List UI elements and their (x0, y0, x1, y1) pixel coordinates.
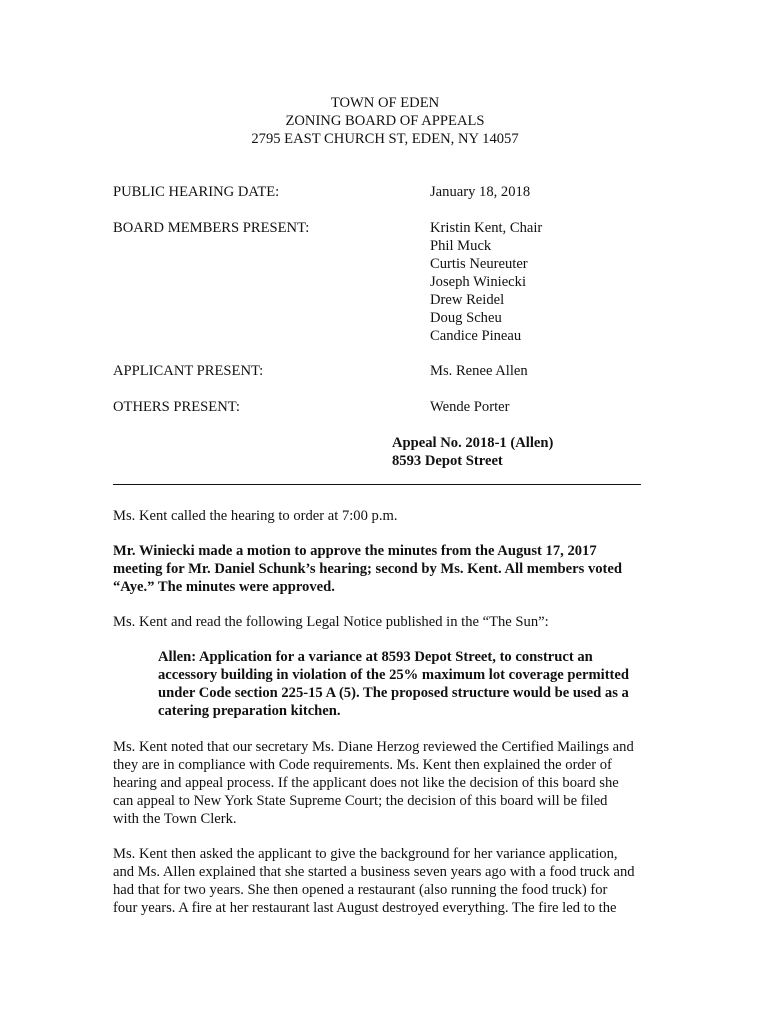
board-members-list (430, 219, 542, 345)
paragraph-legal-notice-intro (113, 613, 643, 631)
board-member: Curtis Neureuter (430, 256, 528, 272)
paragraph-line: Ms. Kent called the hearing to order at 7:00 p.m. (113, 508, 398, 524)
appeal-block (392, 434, 553, 470)
paragraph-background (113, 845, 643, 917)
paragraph-mailings (113, 738, 643, 828)
others-label: OTHERS PRESENT: (113, 399, 240, 415)
paragraph-line: can appeal to New York State Supreme Court; the decision of this board will be filed (113, 793, 608, 809)
notice-line: under Code section 225-15 A (5). The proposed structure would be used as a (158, 685, 629, 701)
legal-notice (158, 648, 658, 720)
board-address: 2795 EAST CHURCH ST, EDEN, NY 14057 (251, 131, 519, 147)
divider-line (113, 484, 641, 485)
paragraph-line: and Ms. Allen explained that she started a business seven years ago with a food truck and (113, 864, 635, 880)
paragraph-line: Ms. Kent and read the following Legal Notice published in the “The Sun”: (113, 614, 549, 630)
paragraph-line: Ms. Kent then asked the applicant to give the background for her variance application, (113, 846, 618, 862)
board-member: Doug Scheu (430, 310, 502, 326)
paragraph-line: hearing and appeal process. If the applicant does not like the decision of this board she (113, 775, 619, 791)
appeal-number: Appeal No. 2018-1 (Allen) (392, 435, 554, 451)
notice-line: accessory building in violation of the 25% maximum lot coverage permitted (158, 667, 630, 683)
board-member: Kristin Kent, Chair (430, 220, 543, 236)
paragraph-line: with the Town Clerk. (113, 811, 237, 827)
document-header (0, 94, 770, 148)
hearing-date-value: January 18, 2018 (430, 184, 531, 200)
board-member: Joseph Winiecki (430, 274, 527, 290)
paragraph-call-to-order (113, 507, 643, 525)
paragraph-line: “Aye.” The minutes were approved. (113, 579, 335, 595)
notice-line: Allen: Application for a variance at 8593 Depot Street, to construct an (158, 649, 593, 665)
others-value: Wende Porter (430, 399, 510, 415)
paragraph-line: Ms. Kent noted that our secretary Ms. Diane Herzog reviewed the Certified Mailings and (113, 739, 634, 755)
applicant-label: APPLICANT PRESENT: (113, 363, 264, 379)
paragraph-line: Mr. Winiecki made a motion to approve the minutes from the August 17, 2017 (113, 543, 597, 559)
board-member: Candice Pineau (430, 328, 522, 344)
paragraph-line: four years. A fire at her restaurant last August destroyed everything. The fire led to the (113, 900, 617, 916)
board-members-label: BOARD MEMBERS PRESENT: (113, 220, 310, 236)
appeal-address: 8593 Depot Street (392, 453, 503, 469)
applicant-value: Ms. Renee Allen (430, 363, 528, 379)
paragraph-line: had that for two years. She then opened a restaurant (also running the food truck) for (113, 882, 608, 898)
paragraph-line: they are in compliance with Code requirements. Ms. Kent then explained the order of (113, 757, 612, 773)
paragraph-line: meeting for Mr. Daniel Schunk’s hearing; second by Ms. Kent. All members voted (113, 561, 623, 577)
board-member: Drew Reidel (430, 292, 505, 308)
town-name: TOWN OF EDEN (330, 95, 440, 111)
board-name: ZONING BOARD OF APPEALS (285, 113, 485, 129)
board-member: Phil Muck (430, 238, 492, 254)
notice-line: catering preparation kitchen. (158, 703, 341, 719)
hearing-date-label: PUBLIC HEARING DATE: (113, 184, 280, 200)
paragraph-minutes-motion (113, 542, 643, 596)
